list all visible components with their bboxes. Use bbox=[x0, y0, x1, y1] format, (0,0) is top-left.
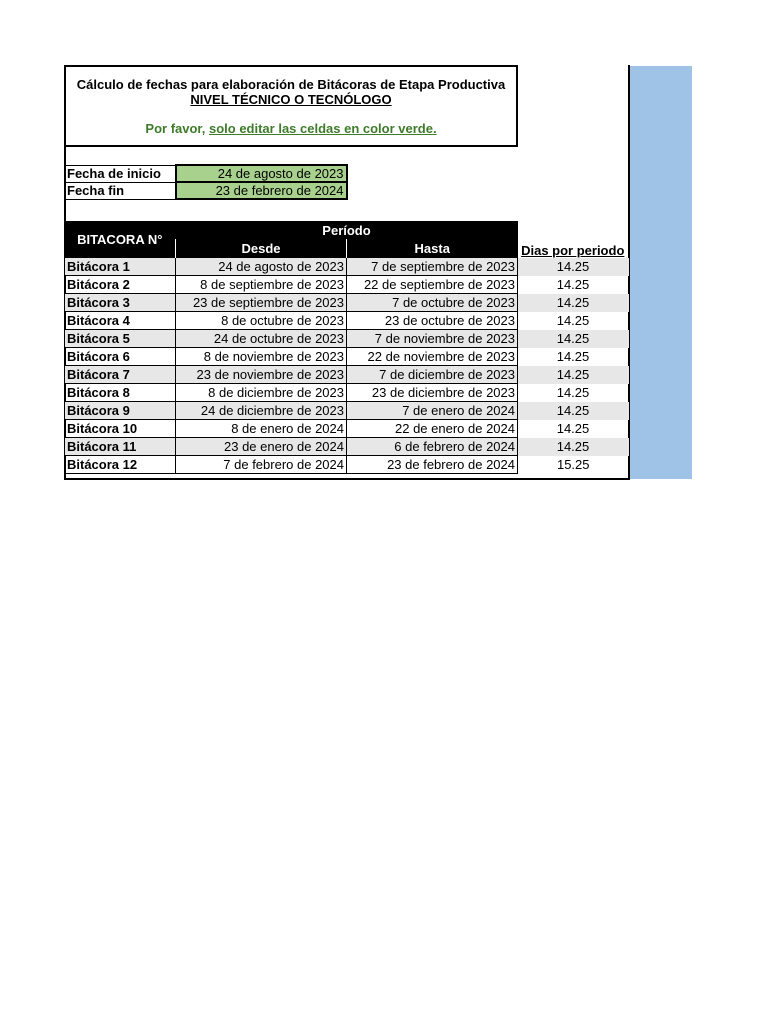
bitacora-name-cell: Bitácora 11 bbox=[65, 438, 176, 456]
dias-cell: 14.25 bbox=[556, 385, 590, 400]
end-date-cell[interactable]: 23 de febrero de 2024 bbox=[176, 182, 347, 199]
end-date-label: Fecha fin bbox=[65, 182, 176, 199]
desde-cell: 23 de noviembre de 2023 bbox=[176, 366, 347, 384]
table-row bbox=[65, 330, 629, 348]
bitacora-name-cell: Bitácora 9 bbox=[65, 402, 176, 420]
hasta-cell: 23 de febrero de 2024 bbox=[347, 456, 518, 474]
params-table bbox=[64, 164, 348, 200]
hasta-cell: 23 de octubre de 2023 bbox=[347, 312, 518, 330]
table-row bbox=[65, 384, 629, 402]
bitacora-name-cell: Bitácora 8 bbox=[65, 384, 176, 402]
hasta-cell: 7 de octubre de 2023 bbox=[347, 294, 518, 312]
desde-cell: 8 de septiembre de 2023 bbox=[176, 276, 347, 294]
dias-cell: 14.25 bbox=[556, 421, 590, 436]
left-border-segment bbox=[64, 200, 66, 220]
bitacora-name-cell: Bitácora 7 bbox=[65, 366, 176, 384]
desde-cell: 8 de diciembre de 2023 bbox=[176, 384, 347, 402]
table-row bbox=[65, 366, 629, 384]
desde-cell: 23 de enero de 2024 bbox=[176, 438, 347, 456]
bitacora-name-cell: Bitácora 6 bbox=[65, 348, 176, 366]
dias-cell: 14.25 bbox=[518, 366, 629, 384]
bitacora-name-cell: Bitácora 1 bbox=[65, 258, 176, 276]
col-header-dias: Dias por periodo bbox=[521, 242, 625, 258]
table-row bbox=[65, 348, 629, 366]
desde-cell: 8 de enero de 2024 bbox=[176, 420, 347, 438]
desde-cell: 23 de septiembre de 2023 bbox=[176, 294, 347, 312]
col-header-desde: Desde bbox=[176, 239, 347, 258]
col-header-hasta: Hasta bbox=[347, 239, 518, 258]
edit-note-underlined: solo editar las celdas en color verde. bbox=[208, 121, 437, 136]
desde-cell: 8 de octubre de 2023 bbox=[176, 312, 347, 330]
title-line1: Cálculo de fechas para elaboración de Bitácoras de Etapa Productiva bbox=[76, 77, 506, 92]
desde-cell: 24 de agosto de 2023 bbox=[176, 258, 347, 276]
dias-cell: 14.25 bbox=[518, 438, 629, 456]
dias-cell: 14.25 bbox=[518, 402, 629, 420]
hasta-cell: 23 de diciembre de 2023 bbox=[347, 384, 518, 402]
bitacoras-table bbox=[64, 221, 629, 474]
desde-cell: 24 de octubre de 2023 bbox=[176, 330, 347, 348]
dias-cell: 14.25 bbox=[556, 277, 590, 292]
dias-cell: 14.25 bbox=[518, 294, 629, 312]
start-date-cell[interactable]: 24 de agosto de 2023 bbox=[176, 165, 347, 182]
table-row bbox=[65, 258, 629, 276]
col-header-bitacora: BITACORA N° bbox=[65, 221, 176, 258]
dias-cell: 14.25 bbox=[556, 349, 590, 364]
dias-cell: 15.25 bbox=[556, 457, 590, 472]
table-row bbox=[65, 438, 629, 456]
hasta-cell: 22 de septiembre de 2023 bbox=[347, 276, 518, 294]
title-line2: NIVEL TÉCNICO O TECNÓLOGO bbox=[190, 92, 392, 107]
bitacora-name-cell: Bitácora 5 bbox=[65, 330, 176, 348]
blue-column-strip bbox=[630, 66, 692, 479]
bitacora-name-cell: Bitácora 4 bbox=[65, 312, 176, 330]
table-row bbox=[65, 294, 629, 312]
desde-cell: 8 de noviembre de 2023 bbox=[176, 348, 347, 366]
col-header-blank bbox=[518, 221, 629, 239]
dias-cell: 14.25 bbox=[518, 258, 629, 276]
edit-note-prefix: Por favor, bbox=[145, 121, 209, 136]
bitacora-name-cell: Bitácora 10 bbox=[65, 420, 176, 438]
table-row bbox=[65, 420, 629, 438]
hasta-cell: 6 de febrero de 2024 bbox=[347, 438, 518, 456]
table-row bbox=[65, 402, 629, 420]
col-header-periodo: Período bbox=[176, 221, 518, 239]
hasta-cell: 7 de diciembre de 2023 bbox=[347, 366, 518, 384]
title-box bbox=[64, 65, 518, 147]
bitacora-name-cell: Bitácora 2 bbox=[65, 276, 176, 294]
bitacora-name-cell: Bitácora 12 bbox=[65, 456, 176, 474]
bitacora-name-cell: Bitácora 3 bbox=[65, 294, 176, 312]
start-date-label: Fecha de inicio bbox=[65, 165, 176, 182]
edit-note bbox=[66, 121, 516, 136]
hasta-cell: 22 de enero de 2024 bbox=[347, 420, 518, 438]
hasta-cell: 7 de noviembre de 2023 bbox=[347, 330, 518, 348]
hasta-cell: 7 de septiembre de 2023 bbox=[347, 258, 518, 276]
dias-cell: 14.25 bbox=[556, 313, 590, 328]
dias-cell: 14.25 bbox=[518, 330, 629, 348]
start-date-row bbox=[65, 165, 347, 182]
hasta-cell: 7 de enero de 2024 bbox=[347, 402, 518, 420]
desde-cell: 24 de diciembre de 2023 bbox=[176, 402, 347, 420]
table-row bbox=[65, 312, 629, 330]
table-row bbox=[65, 276, 629, 294]
table-row bbox=[65, 456, 629, 474]
hasta-cell: 22 de noviembre de 2023 bbox=[347, 348, 518, 366]
end-date-row bbox=[65, 182, 347, 199]
desde-cell: 7 de febrero de 2024 bbox=[176, 456, 347, 474]
